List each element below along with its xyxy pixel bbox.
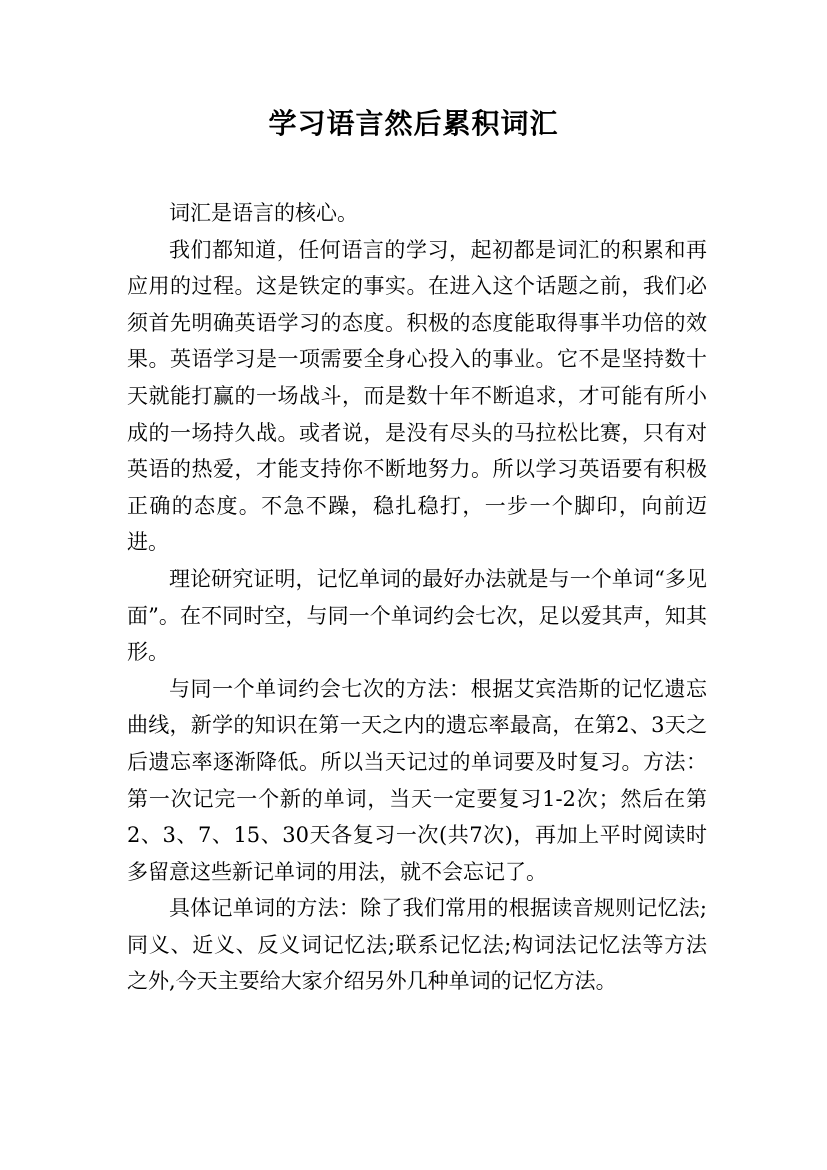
document-body [127, 195, 707, 1000]
paragraph: 具体记单词的方法：除了我们常用的根据读音规则记忆法;同义、近义、反义词记忆法;联系记忆法;构词法记忆法等方法之外,今天主要给大家介绍另外几种单词的记忆方法。 [127, 896, 707, 994]
paragraph: 理论研究证明，记忆单词的最好办法就是与一个单词“多见面”。在不同时空，与同一个单词约会七次，足以爱其声，知其形。 [127, 566, 707, 665]
paragraph: 我们都知道，任何语言的学习，起初都是词汇的积累和再应用的过程。这是铁定的事实。在进入这个话题之前，我们必须首先明确英语学习的态度。积极的态度能取得事半功倍的效果。英语学习是一项需要全身心投入的事业。它不是坚持数十天就能打赢的一场战斗，而是数十年不断追求，才可能有所小成的一场持久战。或者说，是没有尽头的马拉松比赛，只有对英语的热爱，才能支持你不断地努力。所以学习英语要有积极正确的态度。不急不躁，稳扎稳打，一步一个脚印，向前迈进。 [127, 237, 707, 555]
document-title: 学习语言然后累积词汇 [268, 107, 559, 140]
paragraph: 与同一个单词约会七次的方法：根据艾宾浩斯的记忆遗忘曲线，新学的知识在第一天之内的遗忘率最高，在第2、3天之后遗忘率逐渐降低。所以当天记过的单词要及时复习。方法：第一次记完一个新的单词，当天一定要复习1-2次；然后在第2、3、7、15、30天各复习一次(共7次)，再加上平时阅读时多留意这些新记单词的用法，就不会忘记了。 [127, 676, 707, 884]
paragraph: 词汇是语言的核心。 [169, 201, 358, 225]
